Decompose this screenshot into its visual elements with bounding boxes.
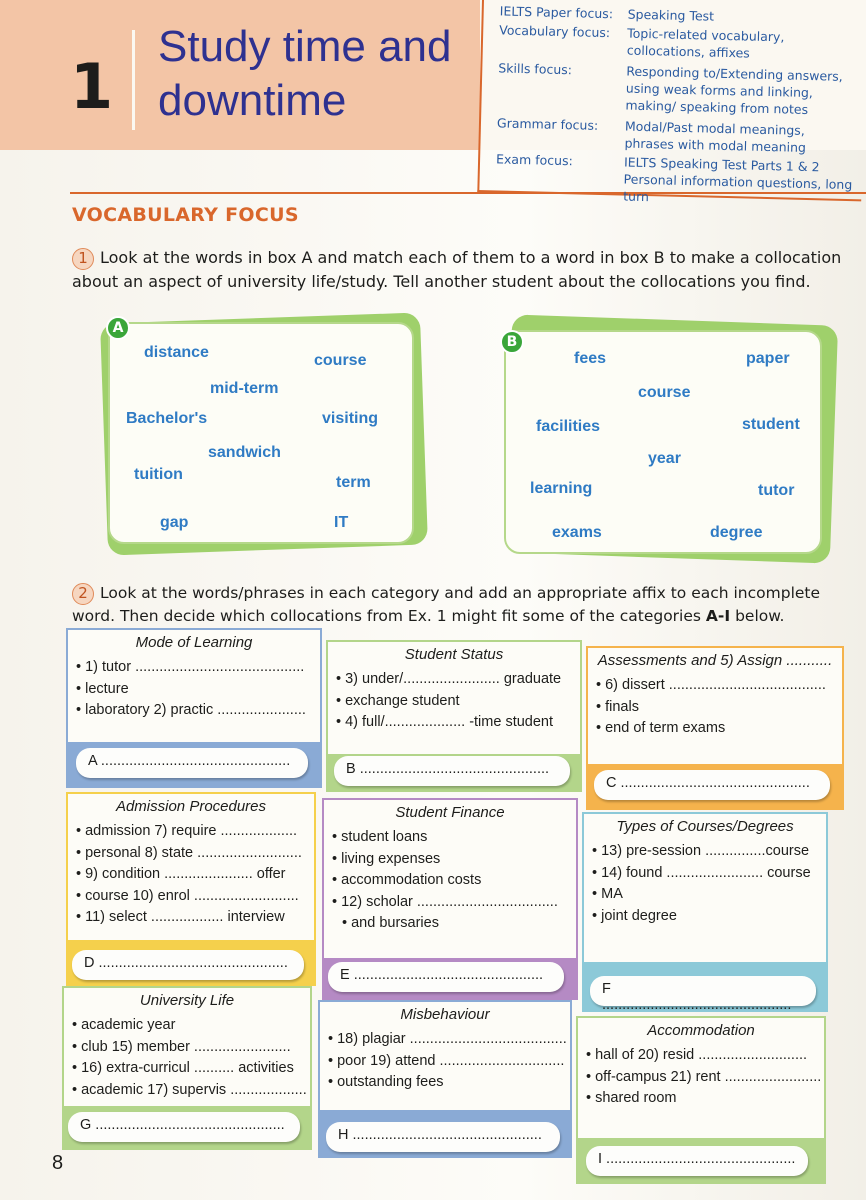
category-a-item: • 1) tutor .......................................... xyxy=(76,657,312,679)
category-g-title: University Life xyxy=(139,992,235,1009)
category-e-title: Student Finance xyxy=(395,804,505,821)
category-h-answer[interactable]: H ............................................... xyxy=(326,1122,560,1152)
focus-value: Speaking Test xyxy=(627,6,715,24)
focus-row xyxy=(499,21,860,64)
category-a-box xyxy=(66,628,322,744)
focus-row xyxy=(497,59,858,119)
box-b-word: paper xyxy=(746,350,790,367)
exercise-2-bold: A-I xyxy=(705,607,731,625)
category-f-item: • MA xyxy=(592,884,818,906)
category-c-item: • end of term exams xyxy=(596,718,834,740)
category-d-item: • 11) select .................. interview xyxy=(76,907,306,929)
category-b-box xyxy=(326,640,582,756)
category-b-answer[interactable]: B ............................................... xyxy=(334,756,570,786)
category-a-item: • laboratory 2) practic ...................... xyxy=(76,700,312,722)
category-e-item: • student loans xyxy=(332,827,568,849)
category-i-item: • hall of 20) resid ........................... xyxy=(586,1045,816,1067)
focus-label: Exam focus: xyxy=(495,151,573,169)
box-b-word: tutor xyxy=(758,482,795,499)
box-a-word: distance xyxy=(144,344,209,361)
category-c-item: • 6) dissert ....................................... xyxy=(596,675,834,697)
focus-panel xyxy=(477,0,866,205)
category-f-item: • joint degree xyxy=(592,906,818,928)
exercise-2-number: 2 xyxy=(72,583,94,605)
box-a-word: tuition xyxy=(134,466,183,483)
unit-separator xyxy=(132,30,135,130)
category-i-box xyxy=(576,1016,826,1140)
category-i-answer[interactable]: I ............................................... xyxy=(586,1146,808,1176)
category-e-item: • living expenses xyxy=(332,849,568,871)
category-d-item: • personal 8) state .......................... xyxy=(76,843,306,865)
box-a xyxy=(108,322,414,544)
box-b-word: course xyxy=(638,384,691,401)
focus-label: Grammar focus: xyxy=(496,115,599,133)
category-d-title: Admission Procedures xyxy=(115,798,267,815)
category-a-item: • lecture xyxy=(76,679,312,701)
focus-label: IELTS Paper focus: xyxy=(499,3,614,22)
focus-value: Responding to/Extending answers, using weak forms and linking, making/ speaking from notes xyxy=(625,63,843,117)
box-a-label: A xyxy=(106,316,130,340)
category-h-item: • 18) plagiar ....................................... xyxy=(328,1029,562,1051)
category-e-item: • 12) scholar ................................... xyxy=(332,892,568,914)
category-f-title: Types of Courses/Degrees xyxy=(616,818,794,835)
page-number: 8 xyxy=(52,1152,64,1174)
category-f-item: • 14) found ........................ course xyxy=(592,863,818,885)
focus-label: Vocabulary focus: xyxy=(499,22,611,41)
category-f-item: • 13) pre-session ...............course xyxy=(592,841,818,863)
category-h-item: • poor 19) attend ............................... xyxy=(328,1051,562,1073)
category-b-item: • exchange student xyxy=(336,691,572,713)
box-b-word: exams xyxy=(552,524,602,541)
category-g-box xyxy=(62,986,312,1108)
focus-value: IELTS Speaking Test Parts 1 & 2 Personal information questions, long turn xyxy=(623,154,853,205)
box-a-word: gap xyxy=(160,514,189,531)
box-b-word: degree xyxy=(710,524,763,541)
box-b-word: facilities xyxy=(536,418,601,435)
focus-value: Topic-related vocabulary, collocations, affixes xyxy=(626,25,785,61)
category-b-item: • 4) full/.................... -time student xyxy=(336,712,572,734)
category-c-item: • finals xyxy=(596,697,834,719)
category-h-title: Misbehaviour xyxy=(400,1006,490,1023)
category-g-item: • academic year xyxy=(72,1015,302,1037)
unit-title: Study time and downtime xyxy=(158,22,452,125)
box-a-word: mid-term xyxy=(210,380,279,397)
category-b-item: • 3) under/........................ graduate xyxy=(336,669,572,691)
box-a-word: course xyxy=(314,352,367,369)
category-d-box xyxy=(66,792,316,942)
box-b-word: year xyxy=(648,450,681,467)
category-f-box xyxy=(582,812,828,964)
box-a-word: visiting xyxy=(322,410,379,427)
category-h-item: • outstanding fees xyxy=(328,1072,562,1094)
box-b-word: student xyxy=(742,416,800,433)
category-g-item: • 16) extra-curricul .......... activities xyxy=(72,1058,302,1080)
category-i-title: Accommodation xyxy=(647,1022,755,1039)
exercise-2-instructions xyxy=(72,582,852,628)
box-b-word: fees xyxy=(574,350,607,367)
category-d-item: • admission 7) require ................... xyxy=(76,821,306,843)
category-d-item: • 9) condition ...................... offer xyxy=(76,864,306,886)
focus-label: Skills focus: xyxy=(498,60,573,78)
box-a-word: Bachelor's xyxy=(126,410,208,427)
category-b-title: Student Status xyxy=(404,646,504,663)
exercise-1-number: 1 xyxy=(72,248,94,270)
category-c-title: Assessments and 5) Assign ........... xyxy=(597,652,833,669)
category-c-answer[interactable]: C ............................................... xyxy=(594,770,830,800)
exercise-2-tail: below. xyxy=(735,607,785,625)
category-e-box xyxy=(322,798,578,960)
category-i-item: • shared room xyxy=(586,1088,816,1110)
section-title: VOCABULARY FOCUS xyxy=(72,204,299,226)
category-h-box xyxy=(318,1000,572,1112)
box-b xyxy=(504,330,822,554)
category-e-item: • and bursaries xyxy=(332,913,568,935)
exercise-1-text: Look at the words in box A and match each of them to a word in box B to make a collocation about an aspect of university life/study. Tell another student about the collocations you find. xyxy=(72,248,842,291)
category-d-answer[interactable]: D ............................................... xyxy=(72,950,304,980)
category-c-box xyxy=(586,646,844,766)
box-b-word: learning xyxy=(530,480,593,497)
box-a-word: term xyxy=(336,474,371,491)
exercise-1-instructions xyxy=(72,246,852,293)
category-g-item: • academic 17) supervis ................... xyxy=(72,1080,302,1102)
focus-row xyxy=(495,150,856,210)
category-e-answer[interactable]: E ............................................... xyxy=(328,962,564,992)
category-i-item: • off-campus 21) rent ........................ xyxy=(586,1067,816,1089)
exercise-2-text: Look at the words/phrases in each category and add an appropriate affix to each incomplete word. Then decide which collocations from Ex. 1 might fit some of the categories xyxy=(72,584,821,625)
box-a-word: sandwich xyxy=(208,444,281,461)
category-f-answer[interactable]: F ............................................... xyxy=(590,976,816,1006)
unit-number: 1 xyxy=(70,50,114,123)
category-e-item: • accommodation costs xyxy=(332,870,568,892)
category-a-answer[interactable]: A ............................................... xyxy=(76,748,308,778)
category-g-item: • club 15) member ........................ xyxy=(72,1037,302,1059)
category-d-item: • course 10) enrol .......................... xyxy=(76,886,306,908)
focus-value: Modal/Past modal meanings, phrases with modal meaning xyxy=(624,118,807,155)
box-b-label: B xyxy=(500,330,524,354)
category-a-title: Mode of Learning xyxy=(135,634,253,651)
category-g-answer[interactable]: G ............................................... xyxy=(68,1112,300,1142)
box-a-word: IT xyxy=(334,514,349,531)
